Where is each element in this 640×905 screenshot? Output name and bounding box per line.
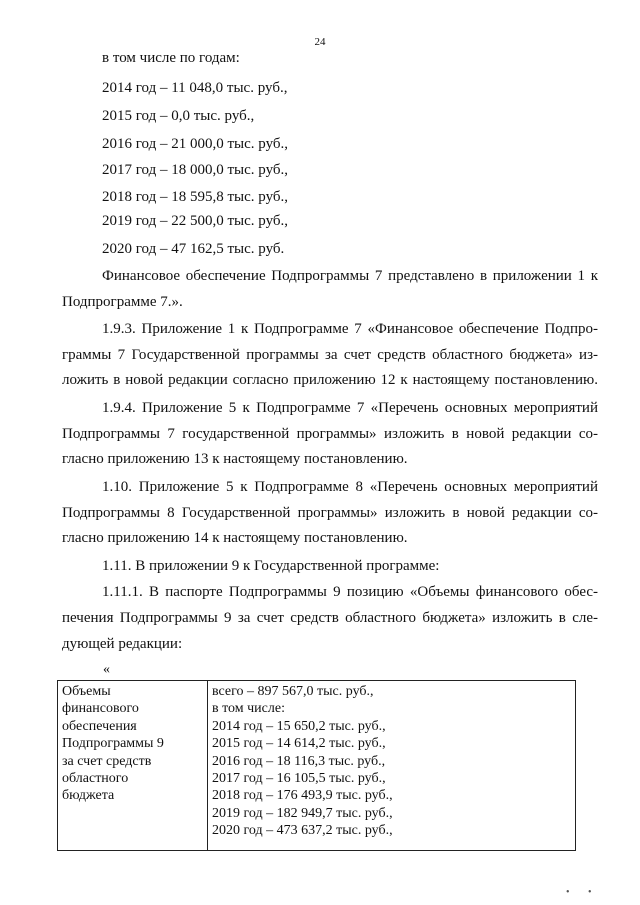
value-line-2015: 2015 год – 14 614,2 тыс. руб., [212, 736, 386, 752]
paragraph-1-11-1-line-1: 1.11.1. В паспорте Подпрограммы 9 позицию «Объемы финансового обес- [102, 584, 598, 600]
value-line-including: в том числе: [212, 701, 285, 717]
value-line-total: всего – 897 567,0 тыс. руб., [212, 684, 374, 699]
value-line-2016: 2016 год – 18 116,3 тыс. руб., [212, 753, 386, 769]
label-line: бюджета [62, 788, 115, 804]
year-line-2019: 2019 год – 22 500,0 тыс. руб., [102, 213, 289, 229]
value-line-2019: 2019 год – 182 949,7 тыс. руб., [212, 805, 393, 821]
label-line: Объемы [62, 684, 111, 699]
paragraph-financing-line-2: Подпрограмме 7.». [62, 294, 183, 310]
paragraph-1-10-line-2: Подпрограммы 8 Государственной программы» изложить в новой редакции со- [62, 505, 598, 521]
value-line-2014: 2014 год – 15 650,2 тыс. руб., [212, 718, 386, 734]
paragraph-1-9-4-line-1: 1.9.4. Приложение 5 к Подпрограмме 7 «Перечень основных мероприятий [102, 400, 598, 416]
paragraph-1-9-4-line-3: гласно приложению 13 к настоящему постановлению. [62, 451, 408, 467]
label-line: Подпрограммы 9 [62, 736, 164, 752]
paragraph-1-9-3-line-3: ложить в новой редакции согласно приложению 12 к настоящему постановлению. [62, 372, 598, 388]
financing-table [57, 680, 576, 851]
table-cell-label [58, 681, 208, 851]
paragraph-1-9-3-line-2: граммы 7 Государственной программы за счет средств областного бюджета» из- [62, 347, 598, 363]
paragraph-1-11-1-line-2: печения Подпрограммы 9 за счет средств областного бюджета» изложить в сле- [62, 610, 598, 626]
paragraph-1-11-1-line-3: дующей редакции: [62, 636, 183, 652]
label-line: областного [62, 771, 129, 787]
table-cell-values [208, 681, 576, 851]
opening-quote-mark: « [103, 662, 110, 677]
year-line-2018: 2018 год – 18 595,8 тыс. руб., [102, 189, 289, 205]
value-line-2017: 2017 год – 16 105,5 тыс. руб., [212, 771, 386, 787]
paragraph-1-11: 1.11. В приложении 9 к Государственной программе: [102, 558, 440, 574]
table-row [58, 681, 576, 851]
page-number: 24 [314, 36, 326, 48]
paragraph-1-10-line-3: гласно приложению 14 к настоящему постановлению. [62, 530, 408, 546]
footer-dots: • • [566, 887, 600, 898]
year-line-2020: 2020 год – 47 162,5 тыс. руб. [102, 241, 285, 257]
paragraph-1-9-3-line-1: 1.9.3. Приложение 1 к Подпрограмме 7 «Финансовое обеспечение Подпро- [102, 321, 598, 337]
paragraph-1-9-4-line-2: Подпрограммы 7 государственной программы» изложить в новой редакции со- [62, 426, 598, 442]
value-line-2018: 2018 год – 176 493,9 тыс. руб., [212, 788, 393, 804]
paragraph-1-10-line-1: 1.10. Приложение 5 к Подпрограмме 8 «Перечень основных мероприятий [102, 479, 598, 495]
label-line: обеспечения [62, 718, 137, 734]
year-line-2014: 2014 год – 11 048,0 тыс. руб., [102, 80, 288, 96]
label-line: финансового [62, 701, 139, 717]
years-header: в том числе по годам: [102, 50, 240, 66]
year-line-2016: 2016 год – 21 000,0 тыс. руб., [102, 136, 289, 152]
year-line-2017: 2017 год – 18 000,0 тыс. руб., [102, 162, 289, 178]
label-line: за счет средств [62, 753, 152, 769]
value-line-2020: 2020 год – 473 637,2 тыс. руб., [212, 823, 393, 839]
year-line-2015: 2015 год – 0,0 тыс. руб., [102, 108, 255, 124]
paragraph-financing-line-1: Финансовое обеспечение Подпрограммы 7 представлено в приложении 1 к [102, 268, 598, 284]
